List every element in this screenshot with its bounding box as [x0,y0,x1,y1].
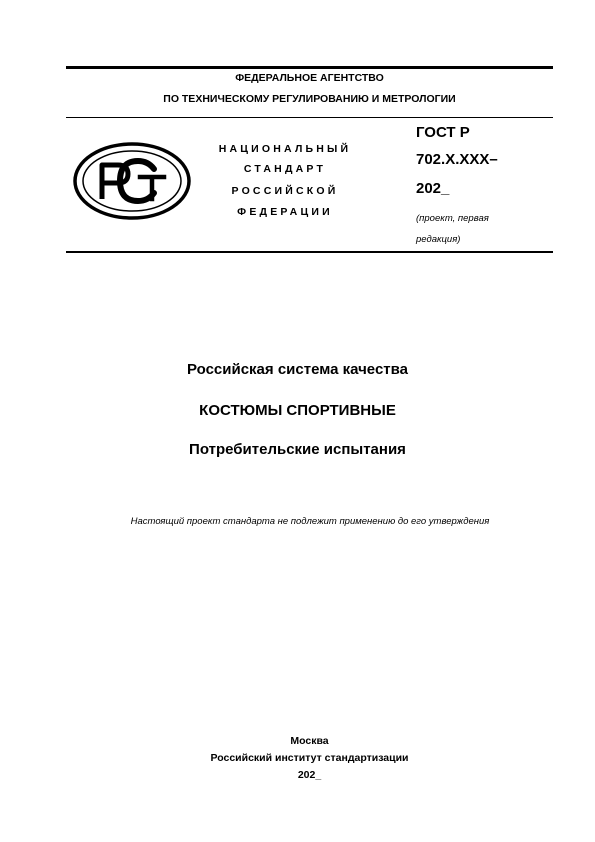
standard-designation-line3: 202_ [416,180,450,197]
header-rule [66,117,553,118]
top-rule [66,66,553,69]
standard-type-line1: НАЦИОНАЛЬНЫЙ [218,143,352,155]
header-bottom-rule [66,251,553,253]
gost-r-certification-mark-icon [72,141,192,221]
standard-designation-line1: ГОСТ Р [416,124,470,141]
standard-type-line4: ФЕДЕРАЦИИ [237,206,333,218]
agency-name-line2: ПО ТЕХНИЧЕСКОМУ РЕГУЛИРОВАНИЮ И МЕТРОЛОГИИ [163,93,456,105]
agency-name-line1: ФЕДЕРАЛЬНОЕ АГЕНТСТВО [235,72,384,84]
edition-note-line2: редакция) [416,234,461,245]
document-system-title: Российская система качества [186,361,409,378]
document-main-title: КОСТЮМЫ СПОРТИВНЫЕ [199,402,396,419]
footer-publisher: Российский институт стандартизации [210,752,409,764]
edition-note-line1: (проект, первая [416,213,489,224]
footer-year: 202_ [297,769,322,781]
document-subtitle: Потребительские испытания [189,441,406,458]
footer-city: Москва [290,735,329,747]
standard-type-line3: РОССИЙСКОЙ [231,185,339,197]
standard-type-line2: СТАНДАРТ [243,163,327,175]
standard-designation-line2: 702.X.XXX– [416,151,498,168]
draft-notice: Настоящий проект стандарта не подлежит применению до его утверждения [130,516,490,527]
